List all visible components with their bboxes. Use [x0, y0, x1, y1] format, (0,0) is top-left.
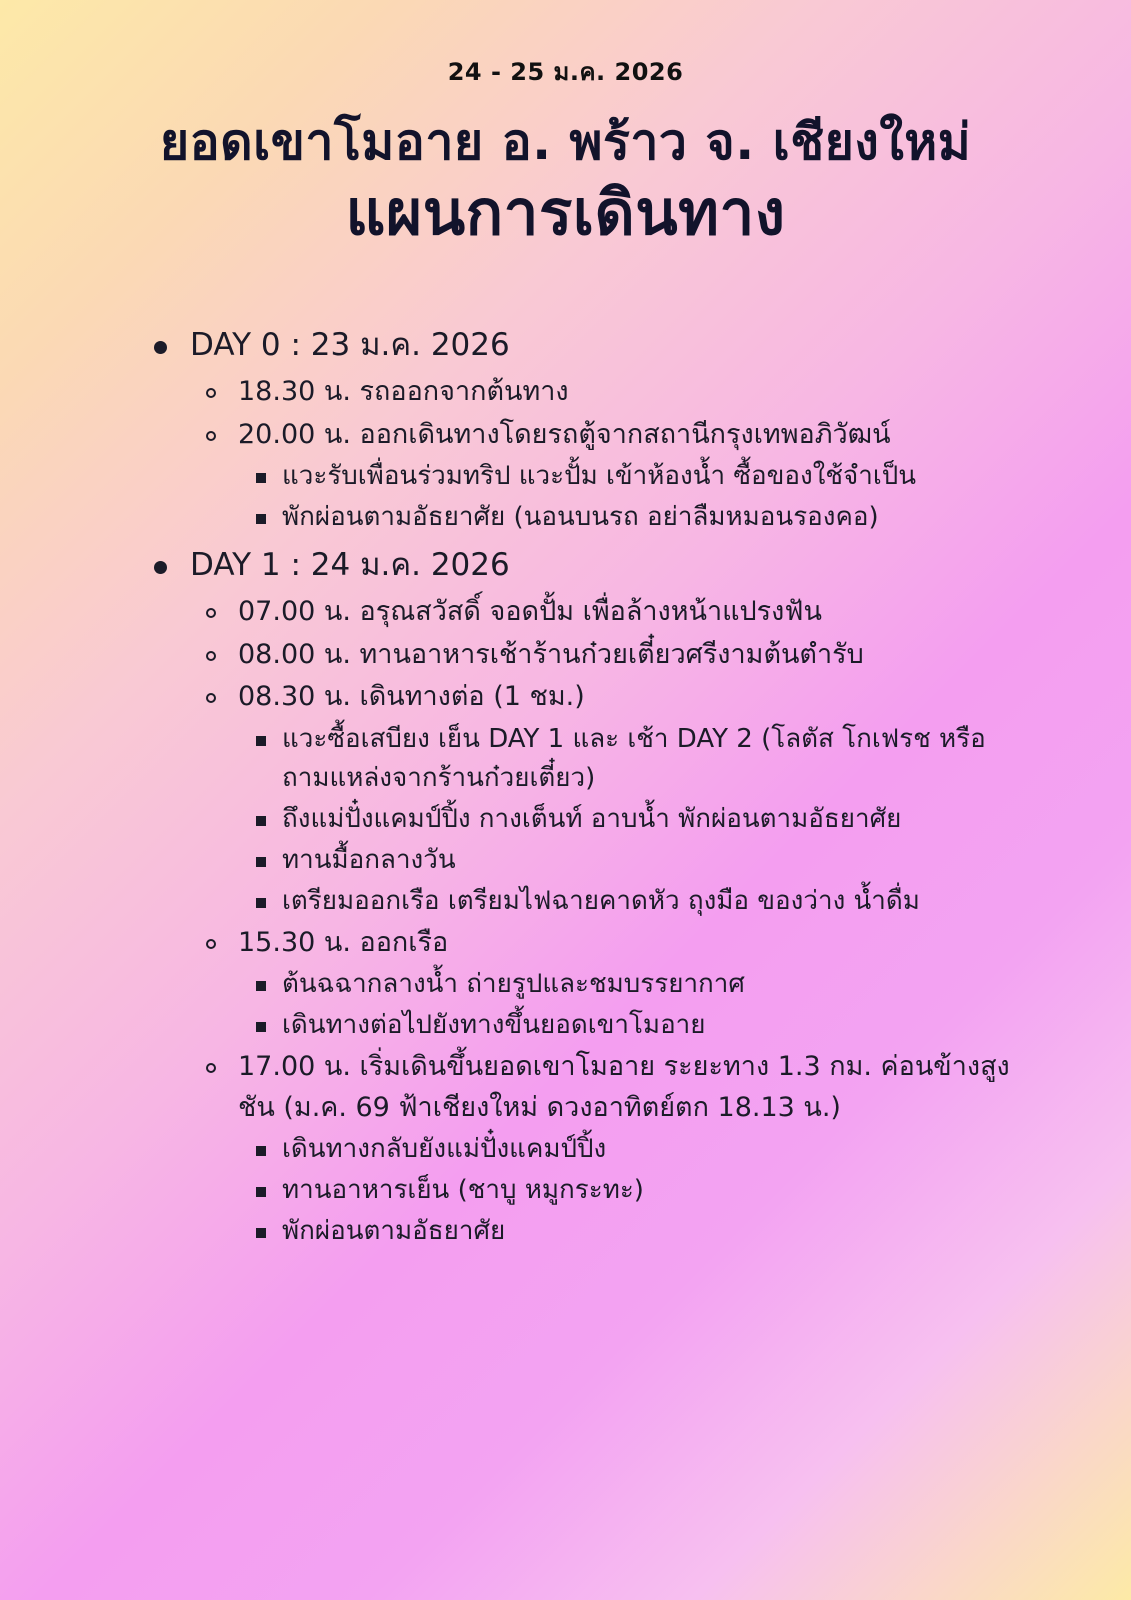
- sub-item-label: พักผ่อนตามอัธยาศัย: [282, 1216, 506, 1247]
- day-item-list: [190, 592, 1041, 1251]
- date-range: 24 - 25 ม.ค. 2026: [447, 58, 684, 86]
- sub-item-list: [238, 457, 1041, 537]
- page-title: ยอดเขาโมอาย อ. พร้าว จ. เชียงใหม่: [159, 113, 972, 171]
- list-item: [190, 415, 1041, 538]
- list-item: [238, 498, 1041, 537]
- list-item: [190, 635, 1041, 676]
- sub-item-label: เดินทางต่อไปยังทางขึ้นยอดเขาโมอาย: [282, 1010, 706, 1041]
- sub-item-label: เตรียมออกเรือ เตรียมไฟฉายคาดหัว ถุงมือ ของว่าง น้ำดื่ม: [282, 885, 920, 916]
- list-item: [190, 372, 1041, 413]
- sub-item-label: แวะรับเพื่อนร่วมทริป แวะปั้ม เข้าห้องน้ำ ซื้อของใช้จำเป็น: [282, 461, 917, 492]
- list-item: [238, 1006, 1041, 1045]
- title-block: [60, 113, 1071, 249]
- sub-item-label: ถึงแม่ปั๋งแคมป์ปิ้ง กางเต็นท์ อาบน้ำ พักผ่อนตามอัธยาศัย: [282, 803, 902, 834]
- item-label: 17.00 น. เริ่มเดินขึ้นยอดเขาโมอาย ระยะทาง 1.3 กม. ค่อนข้างสูงชัน (ม.ค. 69 ฟ้าเชียงใหม่ ดวงอาทิตย์ตก 18.13 น.): [238, 1051, 1010, 1123]
- sub-item-label: แวะซื้อเสบียง เย็น DAY 1 และ เช้า DAY 2 (โลตัส โกเฟรช หรือ ถามแหล่งจากร้านก๋วยเตี๋ยว): [282, 723, 986, 793]
- day-group: [140, 323, 1041, 537]
- item-label: 18.30 น. รถออกจากต้นทาง: [238, 376, 569, 408]
- item-label: 07.00 น. อรุณสวัสดิ์ จอดปั้ม เพื่อล้างหน้าแปรงฟัน: [238, 596, 822, 628]
- list-item: [238, 1212, 1041, 1251]
- list-item: [190, 677, 1041, 921]
- sub-item-label: เดินทางกลับยังแม่ปั๋งแคมป์ปิ้ง: [282, 1134, 607, 1165]
- day-item-list: [190, 372, 1041, 537]
- itinerary-day-list: [140, 323, 1041, 1251]
- sub-item-label: ทานอาหารเย็น (ชาบู หมูกระทะ): [282, 1175, 644, 1206]
- day-label: DAY 1 : 24 ม.ค. 2026: [190, 547, 510, 584]
- sub-item-list: [238, 720, 1041, 921]
- item-label: 08.30 น. เดินทางต่อ (1 ชม.): [238, 681, 585, 713]
- list-item: [190, 1047, 1041, 1251]
- list-item: [190, 923, 1041, 1046]
- list-item: [190, 592, 1041, 633]
- day-label: DAY 0 : 23 ม.ค. 2026: [190, 327, 510, 364]
- list-item: [238, 457, 1041, 496]
- item-label: 15.30 น. ออกเรือ: [238, 926, 449, 958]
- itinerary-content: [60, 323, 1071, 1251]
- list-item: [238, 882, 1041, 921]
- list-item: [238, 841, 1041, 880]
- sub-item-list: [238, 1130, 1041, 1251]
- item-label: 08.00 น. ทานอาหารเช้าร้านก๋วยเตี๋ยวศรีงามต้นตำรับ: [238, 638, 864, 670]
- sub-item-list: [238, 965, 1041, 1045]
- sub-item-label: ทานมื้อกลางวัน: [282, 844, 456, 875]
- page-subtitle: แผนการเดินทาง: [345, 176, 786, 249]
- sub-item-label: พักผ่อนตามอัธยาศัย (นอนบนรถ อย่าลืมหมอนรองคอ): [282, 502, 879, 533]
- list-item: [238, 1171, 1041, 1210]
- day-group: [140, 543, 1041, 1251]
- item-label: 20.00 น. ออกเดินทางโดยรถตู้จากสถานีกรุงเทพอภิวัฒน์: [238, 418, 891, 450]
- list-item: [238, 720, 1041, 798]
- list-item: [238, 1130, 1041, 1169]
- sub-item-label: ต้นฉฉากลางน้ำ ถ่ายรูปและชมบรรยากาศ: [282, 969, 745, 1000]
- list-item: [238, 965, 1041, 1004]
- list-item: [238, 800, 1041, 839]
